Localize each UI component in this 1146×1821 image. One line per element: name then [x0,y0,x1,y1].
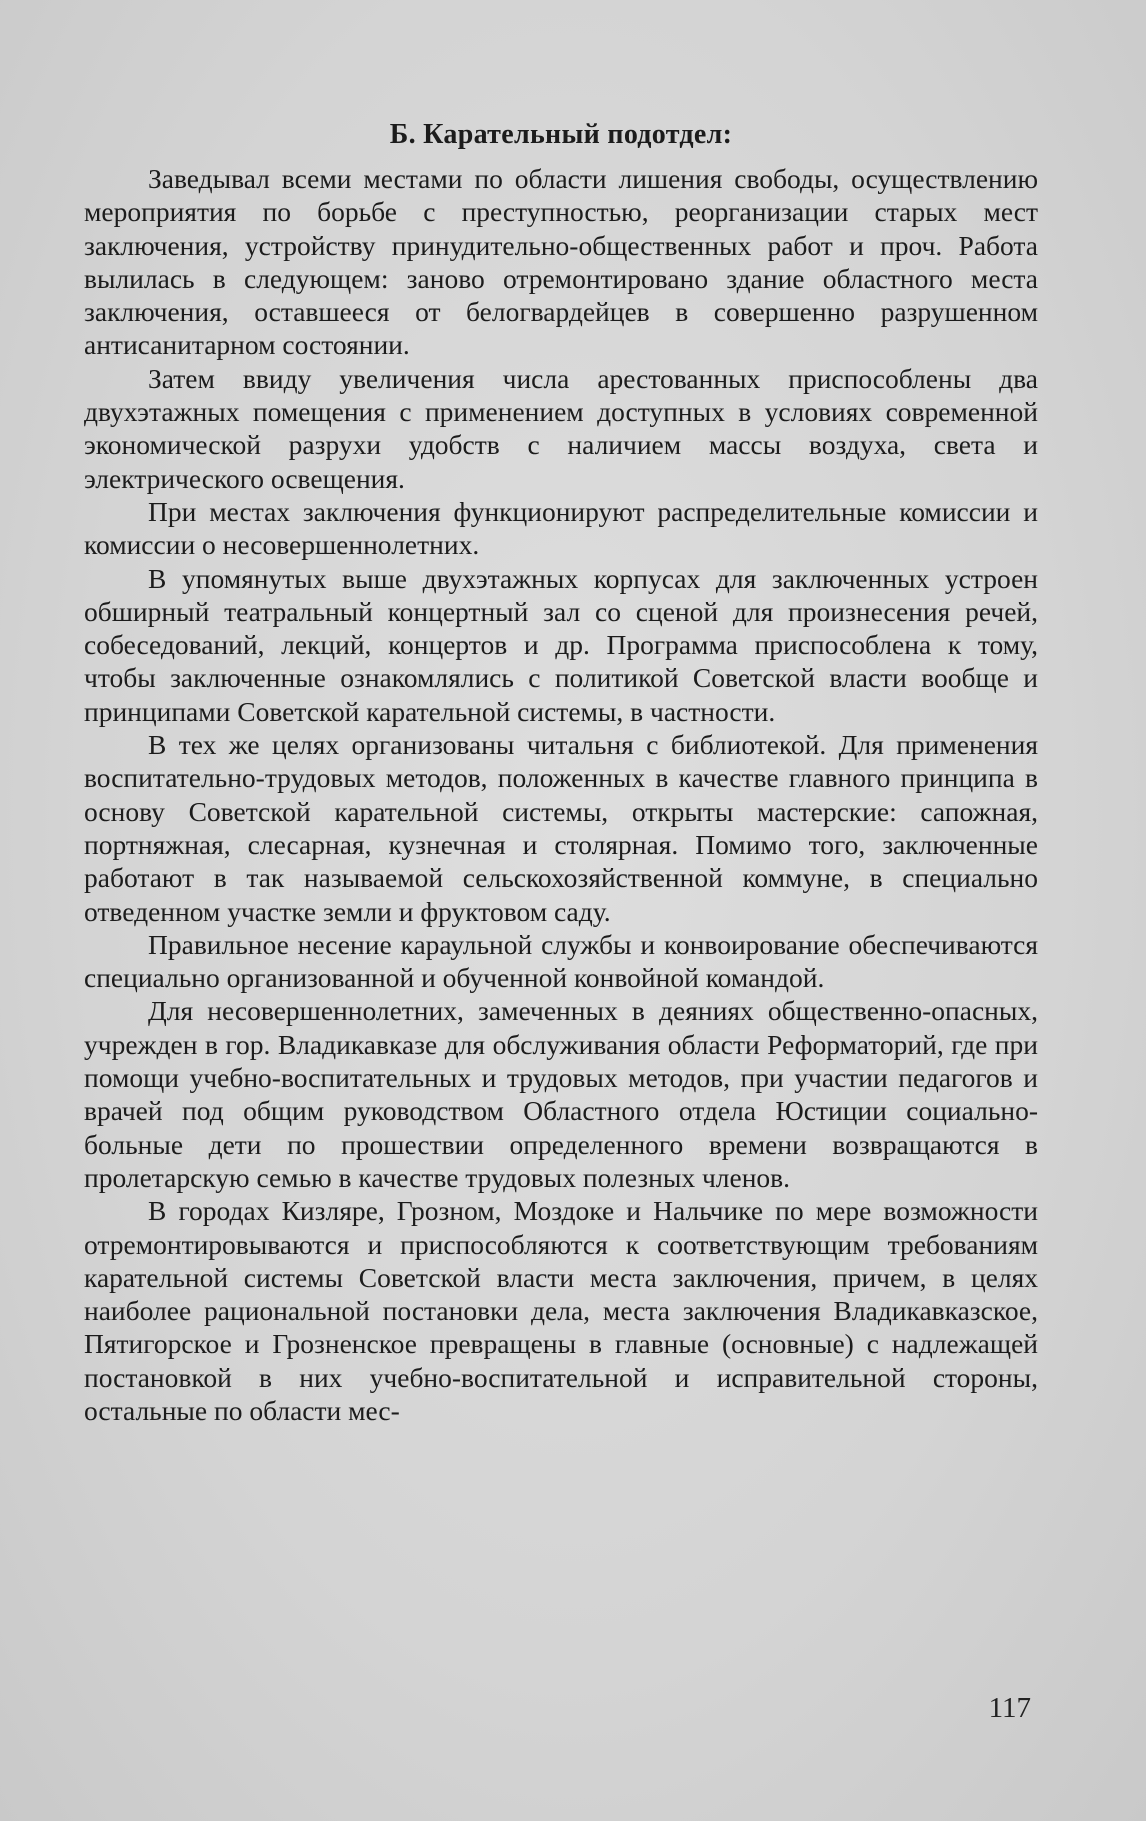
paragraph: В тех же целях организованы читальня с библиотекой. Для применения воспитательно-трудовых методов, положенных в качестве главного принципа в основу Советской карательной системы, открыты мастерские: сапожная, портняжная, слесарная, кузнечная и столярная. Помимо того, заключенные работают в так называемой сельскохозяйственной коммуне, в специально отведенном участке земли и фруктовом саду. [84,729,1038,927]
paragraph: При местах заключения функционируют распределительные комиссии и комиссии о несовершеннолетних. [84,495,1038,561]
page-text [84,118,1038,1427]
paragraph: Для несовершеннолетних, замеченных в деяниях общественно-опасных, учрежден в гор. Владикавказе для обслуживания области Реформаторий, где при помощи учебно-воспитательных и трудовых методов, при участии педагогов и врачей под общим руководством Областного отдела Юстиции социально-больные дети по прошествии определенного времени возвращаются в пролетарскую семью в качестве трудовых полезных членов. [84,995,1038,1193]
section-heading: Б. Карательный подотдел: [389,119,733,150]
paragraph: В городах Кизляре, Грозном, Моздоке и Нальчике по мере возможности отремонтировываются и приспособляются к соответствующим требованиям карательной системы Советской власти места заключения, причем, в целях наиболее рациональной постановки дела, места заключения Владикавказское, Пятигорское и Грозненское превращены в главные (основные) с надлежащей постановкой в них учебно-воспитательной и исправительной стороны, остальные по области мес- [84,1195,1038,1426]
paragraph: Затем ввиду увеличения числа арестованных приспособлены два двухэтажных помещения с применением доступных в условиях современной экономической разрухи удобств с наличием массы воздуха, света и электрического освещения. [84,362,1038,494]
page-number: 117 [988,1692,1031,1724]
paragraph: Заведывал всеми местами по области лишения свободы, осуществлению мероприятия по борьбе с преступностью, реорганизации старых мест заключения, устройству принудительно-общественных работ и проч. Работа вылилась в следующем: заново отремонтировано здание областного места заключения, оставшееся от белогвардейцев в совершенно разрушенном антисанитарном состоянии. [84,163,1038,361]
paragraph: В упомянутых выше двухэтажных корпусах для заключенных устроен обширный театральный концертный зал со сценой для произнесения речей, собеседований, лекций, концертов и др. Программа приспособлена к тому, чтобы заключенные ознакомлялись с политикой Советской власти вообще и принципами Советской карательной системы, в частности. [84,562,1038,727]
paragraph: Правильное несение караульной службы и конвоирование обеспечиваются специально организованной и обученной конвойной командой. [84,928,1038,994]
